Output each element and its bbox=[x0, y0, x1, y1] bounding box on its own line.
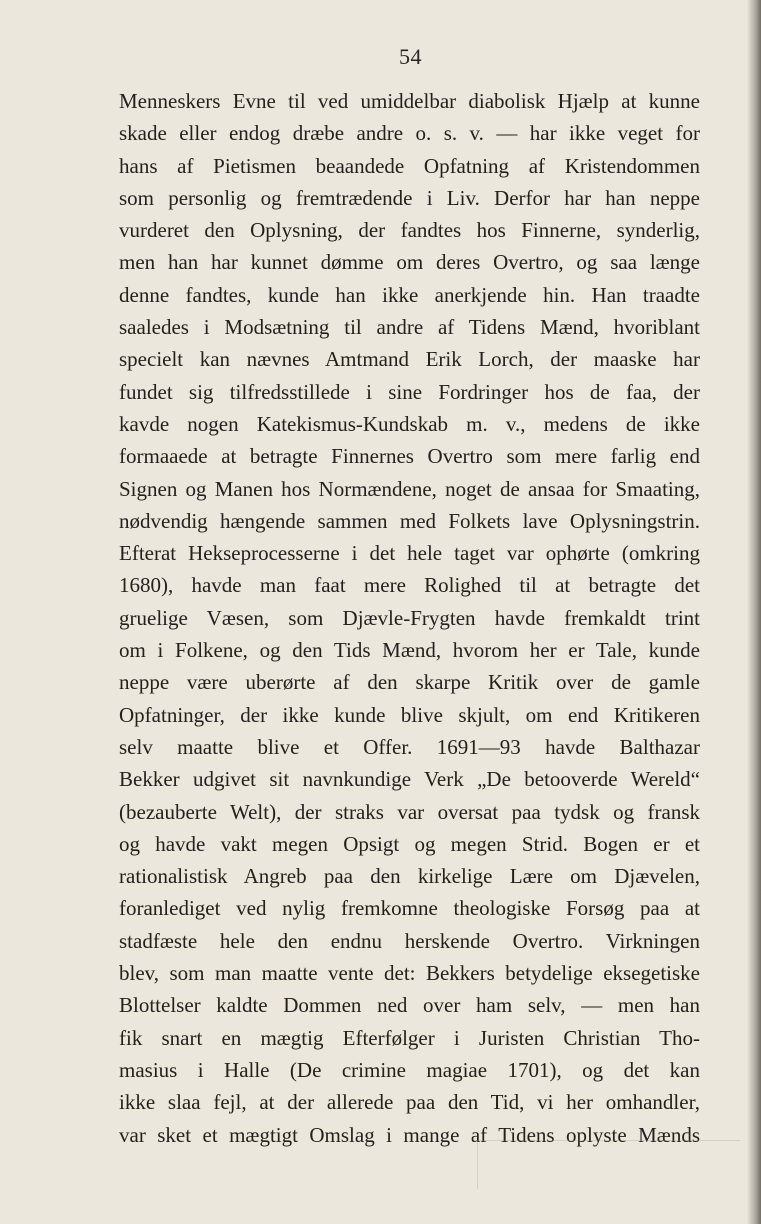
text-line: 1680), havde man faat mere Rolighed til at betragte det bbox=[119, 573, 700, 598]
text-line: formaaede at betragte Finnernes Overtro som mere farlig end bbox=[119, 444, 700, 469]
text-line: (bezauberte Welt), der straks var oversat paa tydsk og fransk bbox=[119, 799, 700, 824]
text-line: fik snart en mægtig Efterfølger i Juristen Christian Tho- bbox=[119, 1025, 700, 1050]
text-line: saaledes i Modsætning til andre af Tidens Mænd, hvoriblant bbox=[119, 315, 700, 340]
text-line: foranlediget ved nylig fremkomne theologiske Forsøg paa at bbox=[119, 896, 700, 921]
binding-shadow bbox=[747, 0, 761, 1224]
page-number: 54 bbox=[399, 44, 422, 69]
text-line: nødvendig hængende sammen med Folkets lave Oplysningstrin. bbox=[119, 508, 700, 533]
text-line: Menneskers Evne til ved umiddelbar diabolisk Hjælp at kunne bbox=[119, 89, 700, 113]
text-line: vurderet den Oplysning, der fandtes hos Finnerne, synderlig, bbox=[119, 218, 700, 243]
text-line: neppe være uberørte af den skarpe Kritik over de gamle bbox=[119, 670, 700, 695]
text-line: rationalistisk Angreb paa den kirkelige Lære om Djævelen, bbox=[119, 864, 700, 889]
text-line: selv maatte blive et Offer. 1691—93 havde Balthazar bbox=[119, 734, 700, 759]
text-line: Blottelser kaldte Dommen ned over ham selv, — men han bbox=[119, 993, 700, 1018]
text-line: skade eller endog dræbe andre o. s. v. — har ikke veget for bbox=[119, 121, 700, 146]
text-line: Efterat Hekseprocesserne i det hele taget var ophørte (omkring bbox=[119, 541, 700, 566]
text-line: Signen og Manen hos Normændene, noget de ansaa for Smaating, bbox=[119, 476, 700, 501]
faint-stamp-outline bbox=[477, 1140, 740, 1189]
text-line: ikke slaa fejl, at der allerede paa den Tid, vi her omhandler, bbox=[119, 1090, 700, 1115]
text-line: stadfæste hele den endnu herskende Overtro. Virkningen bbox=[119, 928, 700, 953]
text-line: denne fandtes, kunde han ikke anerkjende hin. Han traadte bbox=[119, 282, 700, 307]
text-line: og havde vakt megen Opsigt og megen Strid. Bogen er et bbox=[119, 831, 700, 856]
text-line: var sket et mægtigt Omslag i mange af Tidens oplyste Mænds bbox=[119, 1122, 700, 1147]
text-line: blev, som man maatte vente det: Bekkers betydelige eksegetiske bbox=[119, 961, 700, 986]
text-line: om i Folkene, og den Tids Mænd, hvorom her er Tale, kunde bbox=[119, 638, 700, 663]
text-line: kavde nogen Katekismus-Kundskab m. v., medens de ikke bbox=[119, 411, 700, 436]
text-line: Opfatninger, der ikke kunde blive skjult, om end Kritikeren bbox=[119, 702, 700, 727]
text-line: men han har kunnet dømme om deres Overtro, og saa længe bbox=[119, 250, 700, 275]
body-text bbox=[119, 85, 700, 1151]
text-line: Bekker udgivet sit navnkundige Verk „De betooverde Wereld“ bbox=[119, 767, 700, 792]
text-line: specielt kan nævnes Amtmand Erik Lorch, der maaske har bbox=[119, 347, 700, 372]
text-line: gruelige Væsen, som Djævle-Frygten havde fremkaldt trint bbox=[119, 605, 700, 630]
text-line: masius i Halle (De crimine magiae 1701), og det kan bbox=[119, 1057, 700, 1082]
text-line: hans af Pietismen beaandede Opfatning af Kristendommen bbox=[119, 153, 700, 178]
text-line: fundet sig tilfredsstillede i sine Fordringer hos de faa, der bbox=[119, 379, 700, 404]
text-line: som personlig og fremtrædende i Liv. Derfor har han neppe bbox=[119, 185, 700, 210]
